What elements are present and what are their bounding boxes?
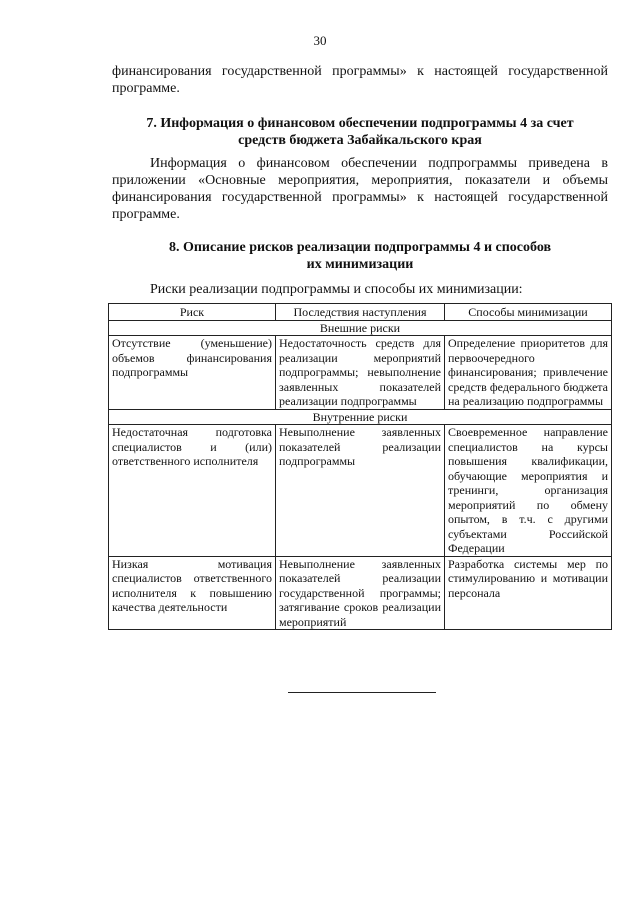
closing-rule	[288, 692, 436, 693]
header-mitigation: Способы минимизации	[445, 304, 612, 321]
intro-paragraph: финансирования государственной программы» к настоящей государственной программе.	[112, 64, 608, 96]
group-row-internal	[109, 409, 612, 425]
row3-risk: Низкая мотивация специалистов ответственного исполнителя к повышению качества деятельности	[109, 556, 276, 630]
row3-consequences: Невыполнение заявленных показателей реализации государственной программы; затягивание сроков реализации мероприятий	[276, 556, 445, 630]
section-8-heading	[112, 239, 608, 273]
header-risk: Риск	[109, 304, 276, 321]
group-internal-risks: Внутренние риски	[109, 409, 612, 425]
row2-mitigation: Своевременное направление специалистов на курсы повышения квалификации, обучающие мероприятия и тренинги, организация мероприятий по обмену опытом, в т.ч. с другими субъектами Российской Федерации	[445, 425, 612, 557]
section-7-paragraph: Информация о финансовом обеспечении подпрограммы приведена в приложении «Основные мероприятия, мероприятия, показатели и объемы финансирования государственной программы» к настоящей государственной программе.	[112, 156, 608, 222]
section-8-lead-text: Риски реализации подпрограммы и способы их минимизации:	[150, 282, 523, 297]
table-row	[109, 556, 612, 630]
table-row	[109, 336, 612, 410]
row1-mitigation: Определение приоритетов для первоочередного финансирования; привлечение средств федерального бюджета на реализацию подпрограммы	[445, 336, 612, 410]
section-8-heading-line1: 8. Описание рисков реализации подпрограммы 4 и способов	[168, 240, 552, 255]
row3-mitigation: Разработка системы мер по стимулированию и мотивации персонала	[445, 556, 612, 630]
section-7-heading-line2: средств бюджета Забайкальского края	[238, 133, 482, 148]
group-row-external	[109, 320, 612, 336]
row2-risk: Недостаточная подготовка специалистов и (или) ответственного исполнителя	[109, 425, 276, 557]
risks-table	[108, 303, 612, 630]
table-row	[109, 425, 612, 557]
header-consequences: Последствия наступления	[276, 304, 445, 321]
row2-consequences: Невыполнение заявленных показателей реализации подпрограммы	[276, 425, 445, 557]
row1-risk: Отсутствие (уменьшение) объемов финансирования подпрограммы	[109, 336, 276, 410]
table-header-row	[109, 304, 612, 321]
section-7-heading-line1: 7. Информация о финансовом обеспечении подпрограммы 4 за счет	[146, 116, 574, 131]
group-external-risks: Внешние риски	[109, 320, 612, 336]
page-number: 30	[313, 33, 327, 48]
section-7-heading	[112, 115, 608, 149]
row1-consequences: Недостаточность средств для реализации мероприятий подпрограммы; невыполнение заявленных показателей реализации подпрограммы	[276, 336, 445, 410]
section-8-heading-line2: их минимизации	[306, 257, 414, 272]
